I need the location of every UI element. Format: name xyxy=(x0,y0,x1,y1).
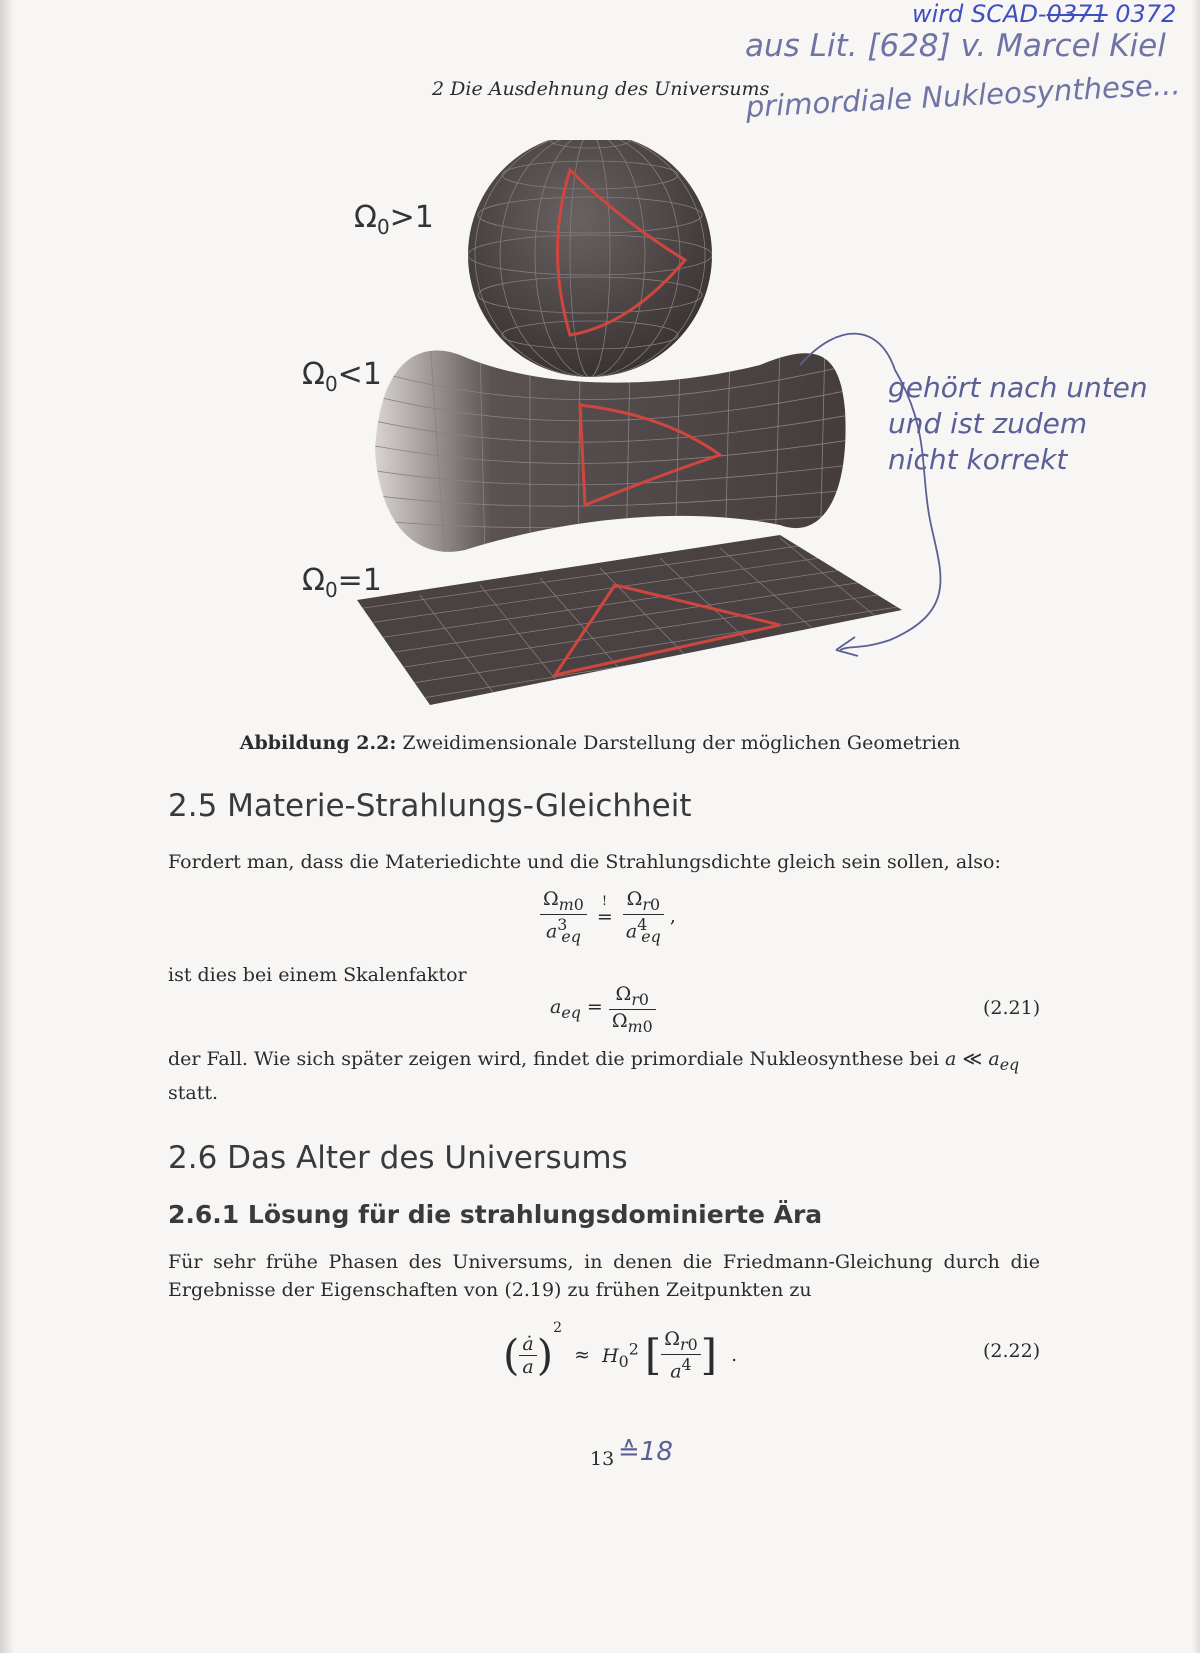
section-2-6-title: 2.6 Das Alter des Universums xyxy=(168,1140,628,1176)
handwritten-page-annotation: ≙18 xyxy=(618,1437,673,1467)
note-line-1: gehört nach unten xyxy=(888,371,1148,404)
figure-caption xyxy=(0,732,1200,754)
label-omega-equal-one: $\Omega_0=1$ xyxy=(302,563,382,602)
flat-geometry-plane xyxy=(350,530,910,705)
eq1-lhs-fraction: $\frac{\Omega_{m0}}{a^3_{eq}}$ xyxy=(540,888,587,946)
equation-number-2-21: (2.21) xyxy=(983,997,1041,1019)
subsection-2-6-1-title: 2.6.1 Lösung für die strahlungsdominierte Ära xyxy=(168,1200,823,1229)
eq1-rhs-fraction: $\frac{\Omega_{r0}}{a^4_{eq}}$ xyxy=(623,888,664,946)
handwritten-topic-note: primordiale Nukleosynthese... xyxy=(745,67,1182,124)
note-line-3: nicht korrekt xyxy=(888,443,1068,476)
equation-number-2-22: (2.22) xyxy=(983,1340,1041,1362)
eq2-fraction: $\frac{\Omega_{r0}}{\Omega_{m0}}$ xyxy=(609,983,656,1036)
handwritten-figure-note xyxy=(888,370,1148,478)
eq1-relation: ! = xyxy=(596,893,613,928)
section-2-5-intro: Fordert man, dass die Materiedichte und die Strahlungsdichte gleich sein sollen, also: xyxy=(168,851,1001,873)
label-omega-less-one: $\Omega_0<1$ xyxy=(302,357,382,396)
caption-label: Abbildung 2.2: xyxy=(239,732,397,754)
section-2-5-mid-text: ist dies bei einem Skalenfaktor xyxy=(168,964,467,986)
section-2-5-after-text: der Fall. Wie sich später zeigen wird, findet die primordiale Nukleosynthese bei a ≪ $a_{eq}$ statt. xyxy=(168,1048,1020,1104)
page-left-edge xyxy=(0,0,14,1653)
running-head: 2 Die Ausdehnung des Universums xyxy=(432,78,770,100)
equation-scale-factor: $a_{eq}$ = $\frac{\Omega_{r0}}{\Omega_{m0}}$ xyxy=(550,983,656,1036)
equation-friedmann-radiation: ( $\frac{ȧ}{a}$ )$^2 \approx H_0^2$ [ $\frac{\Omega_{r0}}{a^4}$ ] . xyxy=(503,1320,738,1383)
label-omega-greater-one: $\Omega_0>1$ xyxy=(354,200,434,239)
section-2-6-text: Für sehr frühe Phasen des Universums, in denen die Friedmann-Gleichung durch die Ergebnisse der Eigenschaften von (2.19) zu frühen Zeitpunkten zu xyxy=(168,1251,1040,1301)
equation-equality-condition: $\frac{\Omega_{m0}}{a^3_{eq}}$ ! = $\frac{\Omega_{r0}}{a^4_{eq}}$ , xyxy=(540,888,676,946)
note-line-2: und ist zudem xyxy=(888,407,1088,440)
closed-geometry-sphere xyxy=(468,140,712,377)
eq3-adot-over-a: $\frac{ȧ}{a}$ xyxy=(519,1333,536,1378)
page-number: 13 xyxy=(590,1448,615,1470)
section-2-5-title: 2.5 Materie-Strahlungs-Gleichheit xyxy=(168,788,692,824)
handwritten-stamp: wird SCAD-0371 0372 xyxy=(912,0,1177,28)
eq3-bracket-fraction: $\frac{\Omega_{r0}}{a^4}$ xyxy=(661,1328,700,1382)
handwritten-source-note: aus Lit. [628] v. Marcel Kiel xyxy=(745,28,1166,64)
page-right-edge xyxy=(1192,0,1200,1653)
caption-text: Zweidimensionale Darstellung der möglichen Geometrien xyxy=(396,732,961,754)
